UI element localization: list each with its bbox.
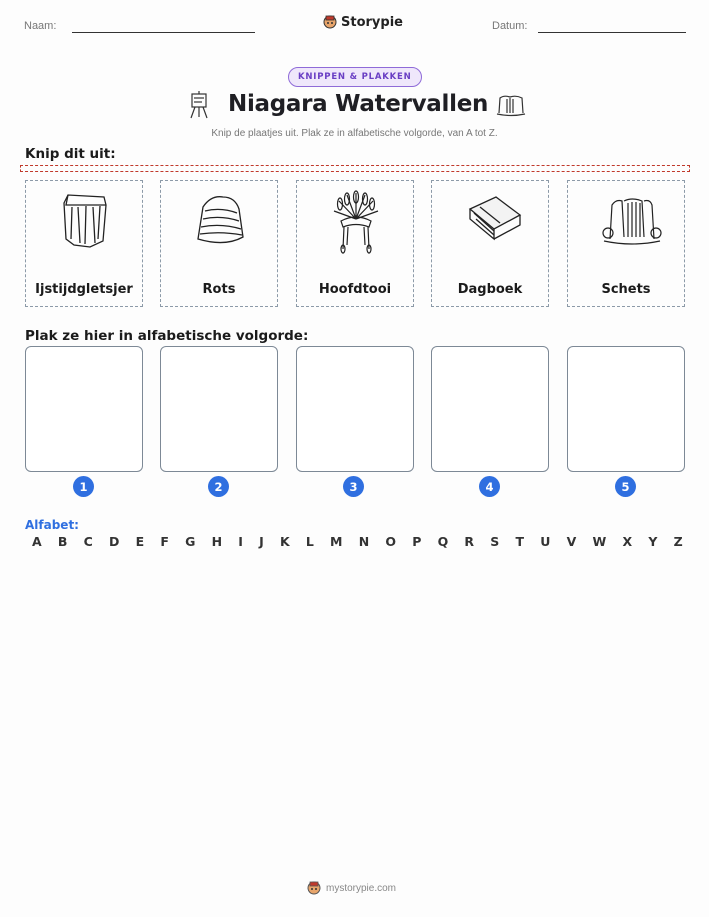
paste-slot[interactable] xyxy=(296,346,414,472)
paste-slot[interactable] xyxy=(25,346,143,472)
alphabet-letter: D xyxy=(109,534,120,549)
alphabet-letter: H xyxy=(211,534,223,549)
activity-badge: KNIPPEN & PLAKKEN xyxy=(288,67,422,87)
alphabet-letter: Z xyxy=(673,534,683,549)
storypie-mascot-icon xyxy=(323,14,337,30)
paste-heading: Plak ze hier in alfabetische volgorde: xyxy=(25,328,309,344)
footer-site[interactable]: mystorypie.com xyxy=(326,882,397,894)
glacier-icon xyxy=(60,189,110,251)
alphabet-letter: S xyxy=(490,534,500,549)
alphabet-row xyxy=(32,534,683,549)
footer xyxy=(307,880,396,896)
alphabet-letter: Q xyxy=(437,534,449,549)
headdress-icon xyxy=(331,189,381,255)
alphabet-letter: V xyxy=(566,534,577,549)
waterfall-icon xyxy=(496,93,526,117)
cut-line xyxy=(20,165,690,172)
cut-card[interactable] xyxy=(160,180,278,307)
alphabet-letter: T xyxy=(515,534,525,549)
alphabet-letter: W xyxy=(592,534,607,549)
date-line xyxy=(538,32,686,33)
name-line xyxy=(72,32,255,33)
cut-heading: Knip dit uit: xyxy=(25,146,116,162)
card-label: Rots xyxy=(202,282,236,297)
waterfall-sketch-icon xyxy=(602,189,662,249)
card-label: Hoofdtooi xyxy=(318,282,392,297)
card-label: Schets xyxy=(601,282,651,297)
alphabet-letter: M xyxy=(330,534,343,549)
card-label: Ijstijdgletsjer xyxy=(35,282,133,297)
alphabet-letter: E xyxy=(135,534,145,549)
slot-number-badge: 4 xyxy=(479,476,500,497)
slot-number-badge: 3 xyxy=(343,476,364,497)
alphabet-letter: L xyxy=(305,534,314,549)
brand-logo xyxy=(323,14,403,30)
name-label: Naam: xyxy=(24,20,57,32)
alphabet-letter: A xyxy=(32,534,42,549)
alphabet-letter: C xyxy=(83,534,93,549)
easel-icon xyxy=(187,91,211,119)
alphabet-letter: G xyxy=(185,534,196,549)
cut-card[interactable] xyxy=(567,180,685,307)
paste-slot[interactable] xyxy=(160,346,278,472)
journal-icon xyxy=(466,189,522,249)
alphabet-heading: Alfabet: xyxy=(25,518,79,532)
date-label: Datum: xyxy=(492,20,528,32)
alphabet-letter: J xyxy=(259,534,264,549)
instructions: Knip de plaatjes uit. Plak ze in alfabetische volgorde, van A tot Z. xyxy=(211,128,498,139)
alphabet-letter: N xyxy=(358,534,370,549)
alphabet-letter: P xyxy=(412,534,422,549)
alphabet-letter: B xyxy=(57,534,68,549)
alphabet-letter: O xyxy=(385,534,396,549)
cut-card[interactable] xyxy=(296,180,414,307)
slot-number-badge: 2 xyxy=(208,476,229,497)
alphabet-letter: R xyxy=(464,534,475,549)
cut-card[interactable] xyxy=(431,180,549,307)
slot-number-badge: 5 xyxy=(615,476,636,497)
alphabet-letter: X xyxy=(622,534,633,549)
alphabet-letter: U xyxy=(540,534,551,549)
slot-number-badge: 1 xyxy=(73,476,94,497)
card-label: Dagboek xyxy=(457,282,523,297)
paste-slot[interactable] xyxy=(431,346,549,472)
cut-card[interactable] xyxy=(25,180,143,307)
alphabet-letter: I xyxy=(238,534,243,549)
rock-icon xyxy=(195,189,245,251)
paste-slot[interactable] xyxy=(567,346,685,472)
brand-name: Storypie xyxy=(341,14,403,30)
alphabet-letter: K xyxy=(279,534,290,549)
storypie-mascot-icon xyxy=(307,880,321,896)
alphabet-letter: F xyxy=(160,534,169,549)
alphabet-letter: Y xyxy=(648,534,658,549)
page-title: Niagara Watervallen xyxy=(228,91,489,117)
